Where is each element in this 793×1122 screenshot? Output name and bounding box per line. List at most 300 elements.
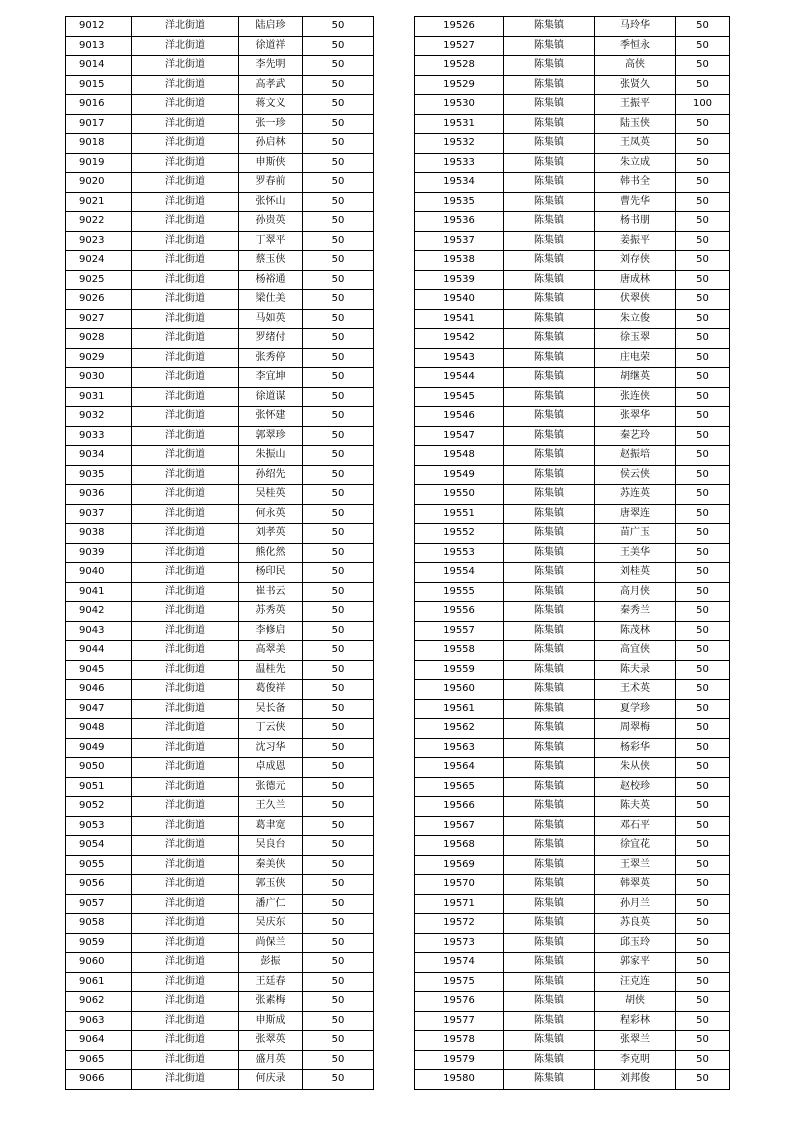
table-row: [66, 309, 374, 329]
table-row: [415, 329, 730, 349]
table-row: [66, 1050, 374, 1070]
serial-number-cell: 9029: [66, 348, 132, 368]
serial-number-cell: 19530: [415, 95, 504, 115]
table-row: [415, 719, 730, 739]
amount-cell: 50: [676, 660, 730, 680]
amount-cell: 50: [303, 134, 374, 154]
name-cell: 葛俊祥: [239, 680, 303, 700]
name-cell: 葛聿宽: [239, 816, 303, 836]
name-cell: 高宜侠: [595, 641, 676, 661]
table-row: [415, 465, 730, 485]
amount-cell: 50: [676, 836, 730, 856]
name-cell: 张秀停: [239, 348, 303, 368]
amount-cell: 50: [303, 855, 374, 875]
amount-cell: 50: [676, 270, 730, 290]
name-cell: 刘孝英: [239, 524, 303, 544]
amount-cell: 50: [676, 719, 730, 739]
serial-number-cell: 9034: [66, 446, 132, 466]
amount-cell: 50: [303, 153, 374, 173]
serial-number-cell: 19548: [415, 446, 504, 466]
amount-cell: 50: [676, 953, 730, 973]
serial-number-cell: 9019: [66, 153, 132, 173]
name-cell: 崔书云: [239, 582, 303, 602]
region-cell: 陈集镇: [504, 407, 595, 427]
region-cell: 陈集镇: [504, 290, 595, 310]
serial-number-cell: 19552: [415, 524, 504, 544]
amount-cell: 50: [303, 387, 374, 407]
serial-number-cell: 9012: [66, 17, 132, 37]
name-cell: 朱立俊: [595, 309, 676, 329]
table-row: [415, 563, 730, 583]
region-cell: 洋北街道: [132, 114, 239, 134]
region-cell: 洋北街道: [132, 212, 239, 232]
name-cell: 王美华: [595, 543, 676, 563]
name-cell: 吴长备: [239, 699, 303, 719]
serial-number-cell: 9018: [66, 134, 132, 154]
serial-number-cell: 19529: [415, 75, 504, 95]
name-cell: 陈茂林: [595, 621, 676, 641]
amount-cell: 50: [303, 114, 374, 134]
serial-number-cell: 9051: [66, 777, 132, 797]
serial-number-cell: 19568: [415, 836, 504, 856]
name-cell: 罗绪付: [239, 329, 303, 349]
serial-number-cell: 9024: [66, 251, 132, 271]
region-cell: 洋北街道: [132, 192, 239, 212]
amount-cell: 50: [676, 894, 730, 914]
region-cell: 洋北街道: [132, 816, 239, 836]
region-cell: 陈集镇: [504, 465, 595, 485]
serial-number-cell: 9066: [66, 1070, 132, 1090]
amount-cell: 50: [303, 1031, 374, 1051]
region-cell: 洋北街道: [132, 953, 239, 973]
serial-number-cell: 19553: [415, 543, 504, 563]
name-cell: 张翠英: [239, 1031, 303, 1051]
name-cell: 马如英: [239, 309, 303, 329]
name-cell: 李先明: [239, 56, 303, 76]
amount-cell: 50: [303, 1070, 374, 1090]
serial-number-cell: 9025: [66, 270, 132, 290]
serial-number-cell: 19547: [415, 426, 504, 446]
serial-number-cell: 19539: [415, 270, 504, 290]
name-cell: 沈习华: [239, 738, 303, 758]
table-row: [66, 270, 374, 290]
name-cell: 王廷春: [239, 972, 303, 992]
amount-cell: 50: [303, 368, 374, 388]
region-cell: 陈集镇: [504, 114, 595, 134]
region-cell: 洋北街道: [132, 17, 239, 37]
table-row: [415, 699, 730, 719]
serial-number-cell: 9022: [66, 212, 132, 232]
amount-cell: 50: [676, 348, 730, 368]
region-cell: 洋北街道: [132, 933, 239, 953]
table-row: [66, 563, 374, 583]
amount-cell: 50: [303, 953, 374, 973]
table-row: [415, 114, 730, 134]
serial-number-cell: 9017: [66, 114, 132, 134]
amount-cell: 50: [676, 290, 730, 310]
serial-number-cell: 9040: [66, 563, 132, 583]
table-row: [415, 621, 730, 641]
region-cell: 陈集镇: [504, 134, 595, 154]
name-cell: 庄电荣: [595, 348, 676, 368]
name-cell: 徐道祥: [239, 36, 303, 56]
table-row: [415, 251, 730, 271]
region-cell: 陈集镇: [504, 875, 595, 895]
amount-cell: 50: [303, 192, 374, 212]
name-cell: 邱玉玲: [595, 933, 676, 953]
serial-number-cell: 19555: [415, 582, 504, 602]
serial-number-cell: 19541: [415, 309, 504, 329]
name-cell: 汪克连: [595, 972, 676, 992]
table-row: [415, 56, 730, 76]
region-cell: 陈集镇: [504, 543, 595, 563]
table-row: [66, 56, 374, 76]
amount-cell: 50: [676, 777, 730, 797]
region-cell: 陈集镇: [504, 621, 595, 641]
table-row: [415, 855, 730, 875]
region-cell: 洋北街道: [132, 680, 239, 700]
amount-cell: 50: [676, 602, 730, 622]
amount-cell: 50: [303, 309, 374, 329]
name-cell: 唐成林: [595, 270, 676, 290]
table-row: [415, 17, 730, 37]
name-cell: 郭家平: [595, 953, 676, 973]
region-cell: 陈集镇: [504, 1070, 595, 1090]
table-row: [66, 1031, 374, 1051]
name-cell: 刘邦俊: [595, 1070, 676, 1090]
table-row: [66, 465, 374, 485]
table-row: [415, 894, 730, 914]
name-cell: 王振平: [595, 95, 676, 115]
name-cell: 何永英: [239, 504, 303, 524]
amount-cell: 50: [303, 894, 374, 914]
serial-number-cell: 9059: [66, 933, 132, 953]
region-cell: 洋北街道: [132, 992, 239, 1012]
region-cell: 陈集镇: [504, 426, 595, 446]
amount-cell: 50: [303, 602, 374, 622]
name-cell: 孙绍先: [239, 465, 303, 485]
table-row: [66, 504, 374, 524]
name-cell: 邓石平: [595, 816, 676, 836]
serial-number-cell: 9055: [66, 855, 132, 875]
name-cell: 徐玉翠: [595, 329, 676, 349]
serial-number-cell: 9036: [66, 485, 132, 505]
name-cell: 周翠梅: [595, 719, 676, 739]
serial-number-cell: 19580: [415, 1070, 504, 1090]
amount-cell: 50: [676, 407, 730, 427]
table-row: [415, 426, 730, 446]
table-row: [66, 914, 374, 934]
amount-cell: 50: [303, 1011, 374, 1031]
amount-cell: 50: [303, 738, 374, 758]
table-row: [415, 816, 730, 836]
region-cell: 陈集镇: [504, 56, 595, 76]
table-row: [66, 972, 374, 992]
amount-cell: 50: [676, 563, 730, 583]
serial-number-cell: 9031: [66, 387, 132, 407]
region-cell: 洋北街道: [132, 173, 239, 193]
region-cell: 洋北街道: [132, 1050, 239, 1070]
table-row: [415, 953, 730, 973]
name-cell: 秦美侠: [239, 855, 303, 875]
table-row: [66, 894, 374, 914]
region-cell: 洋北街道: [132, 231, 239, 251]
name-cell: 胡继英: [595, 368, 676, 388]
name-cell: 朱从侠: [595, 758, 676, 778]
table-row: [415, 797, 730, 817]
table-row: [66, 758, 374, 778]
amount-cell: 50: [676, 972, 730, 992]
table-row: [66, 426, 374, 446]
serial-number-cell: 9065: [66, 1050, 132, 1070]
serial-number-cell: 9023: [66, 231, 132, 251]
region-cell: 洋北街道: [132, 504, 239, 524]
name-cell: 朱立成: [595, 153, 676, 173]
amount-cell: 50: [676, 855, 730, 875]
serial-number-cell: 9021: [66, 192, 132, 212]
table-row: [415, 758, 730, 778]
name-cell: 王术英: [595, 680, 676, 700]
serial-number-cell: 9045: [66, 660, 132, 680]
serial-number-cell: 9016: [66, 95, 132, 115]
left-roster-table: [65, 16, 374, 1090]
amount-cell: 50: [303, 485, 374, 505]
table-row: [415, 1070, 730, 1090]
table-row: [415, 933, 730, 953]
serial-number-cell: 19564: [415, 758, 504, 778]
serial-number-cell: 19526: [415, 17, 504, 37]
amount-cell: 50: [676, 426, 730, 446]
name-cell: 尚保兰: [239, 933, 303, 953]
amount-cell: 50: [303, 173, 374, 193]
table-row: [415, 680, 730, 700]
region-cell: 洋北街道: [132, 914, 239, 934]
amount-cell: 50: [676, 173, 730, 193]
amount-cell: 50: [303, 446, 374, 466]
name-cell: 陆玉侠: [595, 114, 676, 134]
serial-number-cell: 9033: [66, 426, 132, 446]
table-row: [415, 348, 730, 368]
table-row: [66, 485, 374, 505]
serial-number-cell: 19561: [415, 699, 504, 719]
name-cell: 苏秀英: [239, 602, 303, 622]
serial-number-cell: 19578: [415, 1031, 504, 1051]
serial-number-cell: 19528: [415, 56, 504, 76]
serial-number-cell: 19533: [415, 153, 504, 173]
serial-number-cell: 19540: [415, 290, 504, 310]
name-cell: 秦秀兰: [595, 602, 676, 622]
name-cell: 陈夫录: [595, 660, 676, 680]
region-cell: 陈集镇: [504, 719, 595, 739]
region-cell: 洋北街道: [132, 465, 239, 485]
region-cell: 陈集镇: [504, 173, 595, 193]
name-cell: 曹先华: [595, 192, 676, 212]
name-cell: 苏连英: [595, 485, 676, 505]
name-cell: 姜振平: [595, 231, 676, 251]
serial-number-cell: 9026: [66, 290, 132, 310]
region-cell: 陈集镇: [504, 680, 595, 700]
table-row: [66, 1070, 374, 1090]
amount-cell: 50: [676, 524, 730, 544]
name-cell: 张怀建: [239, 407, 303, 427]
table-row: [66, 992, 374, 1012]
region-cell: 陈集镇: [504, 309, 595, 329]
name-cell: 杨书朋: [595, 212, 676, 232]
region-cell: 陈集镇: [504, 836, 595, 856]
region-cell: 陈集镇: [504, 699, 595, 719]
amount-cell: 50: [303, 816, 374, 836]
serial-number-cell: 9027: [66, 309, 132, 329]
serial-number-cell: 9057: [66, 894, 132, 914]
table-row: [415, 485, 730, 505]
amount-cell: 50: [303, 504, 374, 524]
serial-number-cell: 19579: [415, 1050, 504, 1070]
right-roster-table: [414, 16, 730, 1090]
region-cell: 洋北街道: [132, 660, 239, 680]
amount-cell: 50: [303, 914, 374, 934]
serial-number-cell: 19572: [415, 914, 504, 934]
table-row: [415, 972, 730, 992]
serial-number-cell: 9039: [66, 543, 132, 563]
amount-cell: 50: [676, 212, 730, 232]
name-cell: 马玲华: [595, 17, 676, 37]
region-cell: 陈集镇: [504, 992, 595, 1012]
table-row: [415, 231, 730, 251]
amount-cell: 50: [676, 582, 730, 602]
amount-cell: 50: [676, 758, 730, 778]
region-cell: 洋北街道: [132, 836, 239, 856]
table-row: [66, 1011, 374, 1031]
name-cell: 张一珍: [239, 114, 303, 134]
serial-number-cell: 19531: [415, 114, 504, 134]
serial-number-cell: 19535: [415, 192, 504, 212]
table-row: [66, 368, 374, 388]
table-row: [66, 875, 374, 895]
table-row: [415, 1031, 730, 1051]
region-cell: 洋北街道: [132, 329, 239, 349]
amount-cell: 50: [303, 329, 374, 349]
right-roster-body: [415, 17, 730, 1090]
name-cell: 杨印民: [239, 563, 303, 583]
serial-number-cell: 9061: [66, 972, 132, 992]
left-roster-body: [66, 17, 374, 1090]
table-row: [66, 855, 374, 875]
serial-number-cell: 19538: [415, 251, 504, 271]
table-row: [415, 875, 730, 895]
name-cell: 张翠华: [595, 407, 676, 427]
region-cell: 陈集镇: [504, 348, 595, 368]
table-row: [415, 992, 730, 1012]
serial-number-cell: 9048: [66, 719, 132, 739]
amount-cell: 50: [303, 875, 374, 895]
serial-number-cell: 9013: [66, 36, 132, 56]
amount-cell: 50: [303, 407, 374, 427]
region-cell: 陈集镇: [504, 524, 595, 544]
region-cell: 洋北街道: [132, 1031, 239, 1051]
region-cell: 洋北街道: [132, 699, 239, 719]
serial-number-cell: 9041: [66, 582, 132, 602]
table-row: [415, 504, 730, 524]
table-row: [415, 153, 730, 173]
serial-number-cell: 19558: [415, 641, 504, 661]
amount-cell: 50: [303, 348, 374, 368]
serial-number-cell: 9056: [66, 875, 132, 895]
amount-cell: 100: [676, 95, 730, 115]
amount-cell: 50: [676, 134, 730, 154]
amount-cell: 50: [303, 641, 374, 661]
table-row: [415, 582, 730, 602]
table-row: [415, 368, 730, 388]
serial-number-cell: 19569: [415, 855, 504, 875]
amount-cell: 50: [303, 426, 374, 446]
amount-cell: 50: [676, 153, 730, 173]
region-cell: 陈集镇: [504, 894, 595, 914]
name-cell: 潘广仁: [239, 894, 303, 914]
region-cell: 洋北街道: [132, 582, 239, 602]
name-cell: 王翠兰: [595, 855, 676, 875]
table-row: [415, 602, 730, 622]
amount-cell: 50: [676, 797, 730, 817]
table-row: [66, 231, 374, 251]
serial-number-cell: 9030: [66, 368, 132, 388]
table-row: [415, 290, 730, 310]
name-cell: 孙贵英: [239, 212, 303, 232]
amount-cell: 50: [676, 504, 730, 524]
amount-cell: 50: [303, 36, 374, 56]
amount-cell: 50: [303, 1050, 374, 1070]
name-cell: 伏翠侠: [595, 290, 676, 310]
region-cell: 陈集镇: [504, 387, 595, 407]
amount-cell: 50: [303, 758, 374, 778]
serial-number-cell: 9050: [66, 758, 132, 778]
region-cell: 洋北街道: [132, 563, 239, 583]
table-row: [66, 836, 374, 856]
table-row: [66, 290, 374, 310]
table-row: [66, 699, 374, 719]
name-cell: 丁云侠: [239, 719, 303, 739]
serial-number-cell: 19550: [415, 485, 504, 505]
amount-cell: 50: [303, 992, 374, 1012]
amount-cell: 50: [303, 680, 374, 700]
amount-cell: 50: [303, 290, 374, 310]
amount-cell: 50: [676, 231, 730, 251]
amount-cell: 50: [676, 17, 730, 37]
table-row: [415, 309, 730, 329]
name-cell: 熊化然: [239, 543, 303, 563]
table-row: [415, 543, 730, 563]
serial-number-cell: 9015: [66, 75, 132, 95]
region-cell: 陈集镇: [504, 192, 595, 212]
amount-cell: 50: [676, 933, 730, 953]
table-row: [415, 1011, 730, 1031]
region-cell: 陈集镇: [504, 231, 595, 251]
serial-number-cell: 19563: [415, 738, 504, 758]
serial-number-cell: 9049: [66, 738, 132, 758]
region-cell: 洋北街道: [132, 602, 239, 622]
serial-number-cell: 19544: [415, 368, 504, 388]
amount-cell: 50: [303, 836, 374, 856]
table-row: [66, 387, 374, 407]
amount-cell: 50: [303, 17, 374, 37]
name-cell: 郭翠珍: [239, 426, 303, 446]
serial-number-cell: 9028: [66, 329, 132, 349]
serial-number-cell: 19573: [415, 933, 504, 953]
name-cell: 高月侠: [595, 582, 676, 602]
table-row: [66, 777, 374, 797]
name-cell: 张连侠: [595, 387, 676, 407]
amount-cell: 50: [676, 192, 730, 212]
region-cell: 陈集镇: [504, 1011, 595, 1031]
